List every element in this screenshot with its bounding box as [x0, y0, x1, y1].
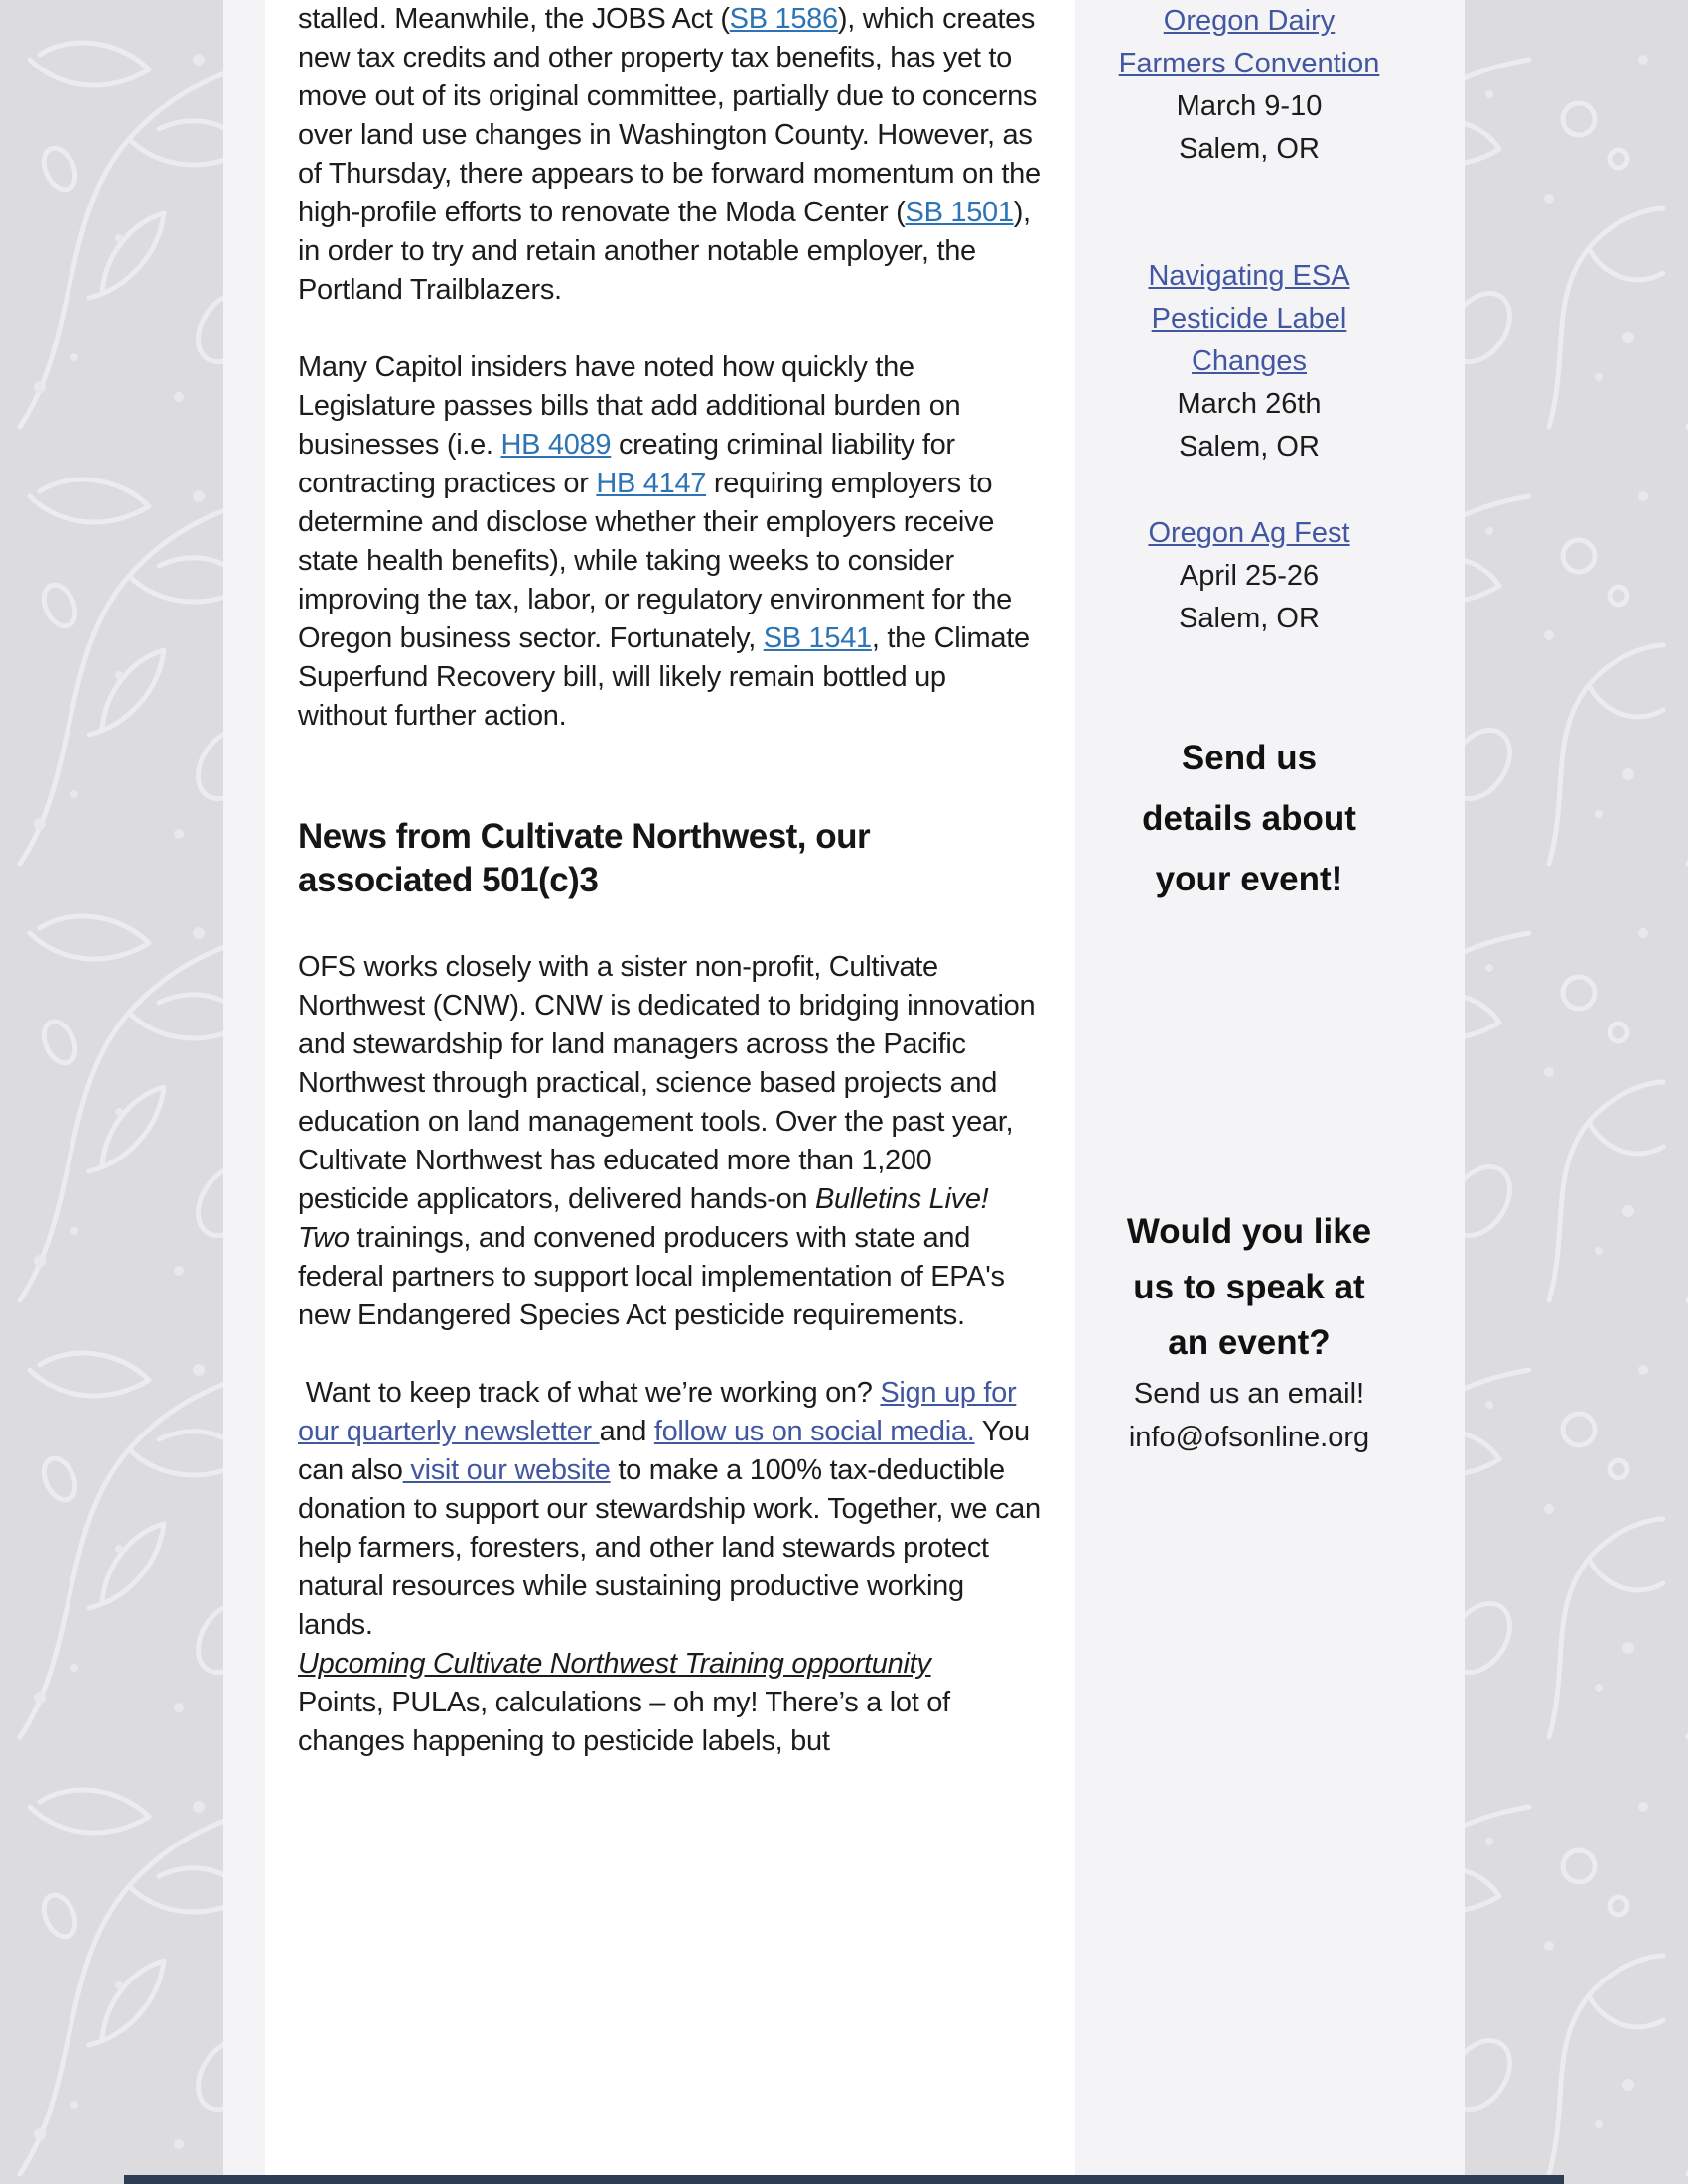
email-body — [223, 0, 1465, 2184]
link-sign-up-for-our-quarterly-newsletter[interactable]: Sign up for our quarterly newsletter — [298, 1377, 1017, 1447]
text-run: stalled. Meanwhile, the JOBS Act ( — [298, 3, 730, 35]
event-date: April 25-26 — [1179, 560, 1320, 592]
link-follow-us-on-social-media[interactable]: follow us on social media. — [653, 1416, 975, 1447]
event-link-oregon-dairy-farmers-convention[interactable]: Oregon Dairy Farmers Convention — [1118, 5, 1380, 79]
paragraph — [298, 948, 1043, 1335]
text-run: ), in order to try and retain another notable employer, the Portland Trailblazers. — [298, 197, 1031, 306]
paragraph — [298, 1374, 1043, 1645]
section-heading: News from Cultivate Northwest, our associated 501(c)3 — [298, 817, 871, 899]
emphasis-text: Bulletins Live! Two — [298, 1183, 989, 1254]
event-location: Salem, OR — [1179, 133, 1320, 165]
main-paragraphs — [298, 0, 1043, 1761]
text-run: trainings, and convened producers with state and federal partners to support local implementation of EPA's new Endangered Species Act pesticide requirements. — [298, 1222, 1005, 1331]
event-location: Salem, OR — [1179, 603, 1320, 634]
event-date: March 9-10 — [1176, 90, 1323, 122]
event-item — [1075, 512, 1423, 640]
event-item — [1075, 0, 1423, 171]
paragraph — [298, 1645, 1043, 1761]
text-run: Want to keep track of what we’re working on? — [298, 1377, 881, 1409]
emphasis-text: Upcoming Cultivate Northwest Training opportunity — [298, 1648, 931, 1680]
event-location: Salem, OR — [1179, 431, 1320, 463]
paragraph — [298, 348, 1043, 736]
text-run: and — [599, 1416, 654, 1447]
main-content — [265, 0, 1075, 2184]
link-hb-4147[interactable]: HB 4147 — [596, 468, 707, 499]
text-run: creating criminal liability for contracting practices or — [298, 429, 955, 499]
speak-at-event-heading: Would you like us to speak at an event? — [1126, 1212, 1372, 1362]
events-sidebar — [1075, 0, 1423, 1459]
footer-band — [124, 2175, 1564, 2184]
event-link-navigating-esa-pesticide-label-changes[interactable]: Navigating ESA Pesticide Label Changes — [1148, 260, 1350, 377]
text-run: , the Climate Superfund Recovery bill, will likely remain bottled up without further action. — [298, 622, 1030, 732]
text-run: Many Capitol insiders have noted how quickly the Legislature passes bills that add additional burden on businesses (i.e. — [298, 351, 961, 461]
link-visit-our-website[interactable]: visit our website — [402, 1454, 611, 1486]
text-run: Points, PULAs, calculations – oh my! There’s a lot of changes happening to pesticide labels, but — [298, 1687, 950, 1757]
event-date: March 26th — [1177, 388, 1322, 420]
contact-email: info@ofsonline.org — [1128, 1422, 1370, 1453]
link-sb-1501[interactable]: SB 1501 — [905, 197, 1014, 228]
text-run: ), which creates new tax credits and other property tax benefits, has yet to move out of its original committee, partially due to concerns over land use changes in Washington County. However, as of Thursday, there appears to be forward momentum on the high-profile efforts to renovate the Moda Center ( — [298, 3, 1041, 228]
text-run: You can also — [298, 1416, 1030, 1486]
text-run: to make a 100% tax-deductible donation to support our stewardship work. Together, we can help farmers, foresters, and other land stewards protect natural resources while sustaining productive working lands. — [298, 1454, 1041, 1641]
event-link-oregon-ag-fest[interactable]: Oregon Ag Fest — [1148, 517, 1350, 549]
link-sb-1541[interactable]: SB 1541 — [763, 622, 872, 654]
speak-at-event-subtext — [1075, 1372, 1423, 1459]
sidebar-events — [1075, 0, 1423, 640]
link-hb-4089[interactable]: HB 4089 — [500, 429, 612, 461]
link-sb-1586[interactable]: SB 1586 — [729, 3, 838, 35]
event-item — [1075, 255, 1423, 469]
send-email-text: Send us an email! — [1133, 1378, 1365, 1410]
text-run: OFS works closely with a sister non-profit, Cultivate Northwest (CNW). CNW is dedicated to bridging innovation and stewardship for land managers across the Pacific Northwest through practical, science based projects and education on land management tools. Over the past year, Cultivate Northwest has educated more than 1,200 pesticide applicators, delivered hands-on — [298, 951, 1036, 1215]
paragraph — [298, 0, 1043, 310]
send-event-details-heading: Send us details about your event! — [1142, 739, 1356, 898]
text-run: requiring employers to determine and disclose whether their employers receive state health benefits), while taking weeks to consider improving the tax, labor, or regulatory environment for the Oregon business sector. Fortunately, — [298, 468, 1012, 654]
